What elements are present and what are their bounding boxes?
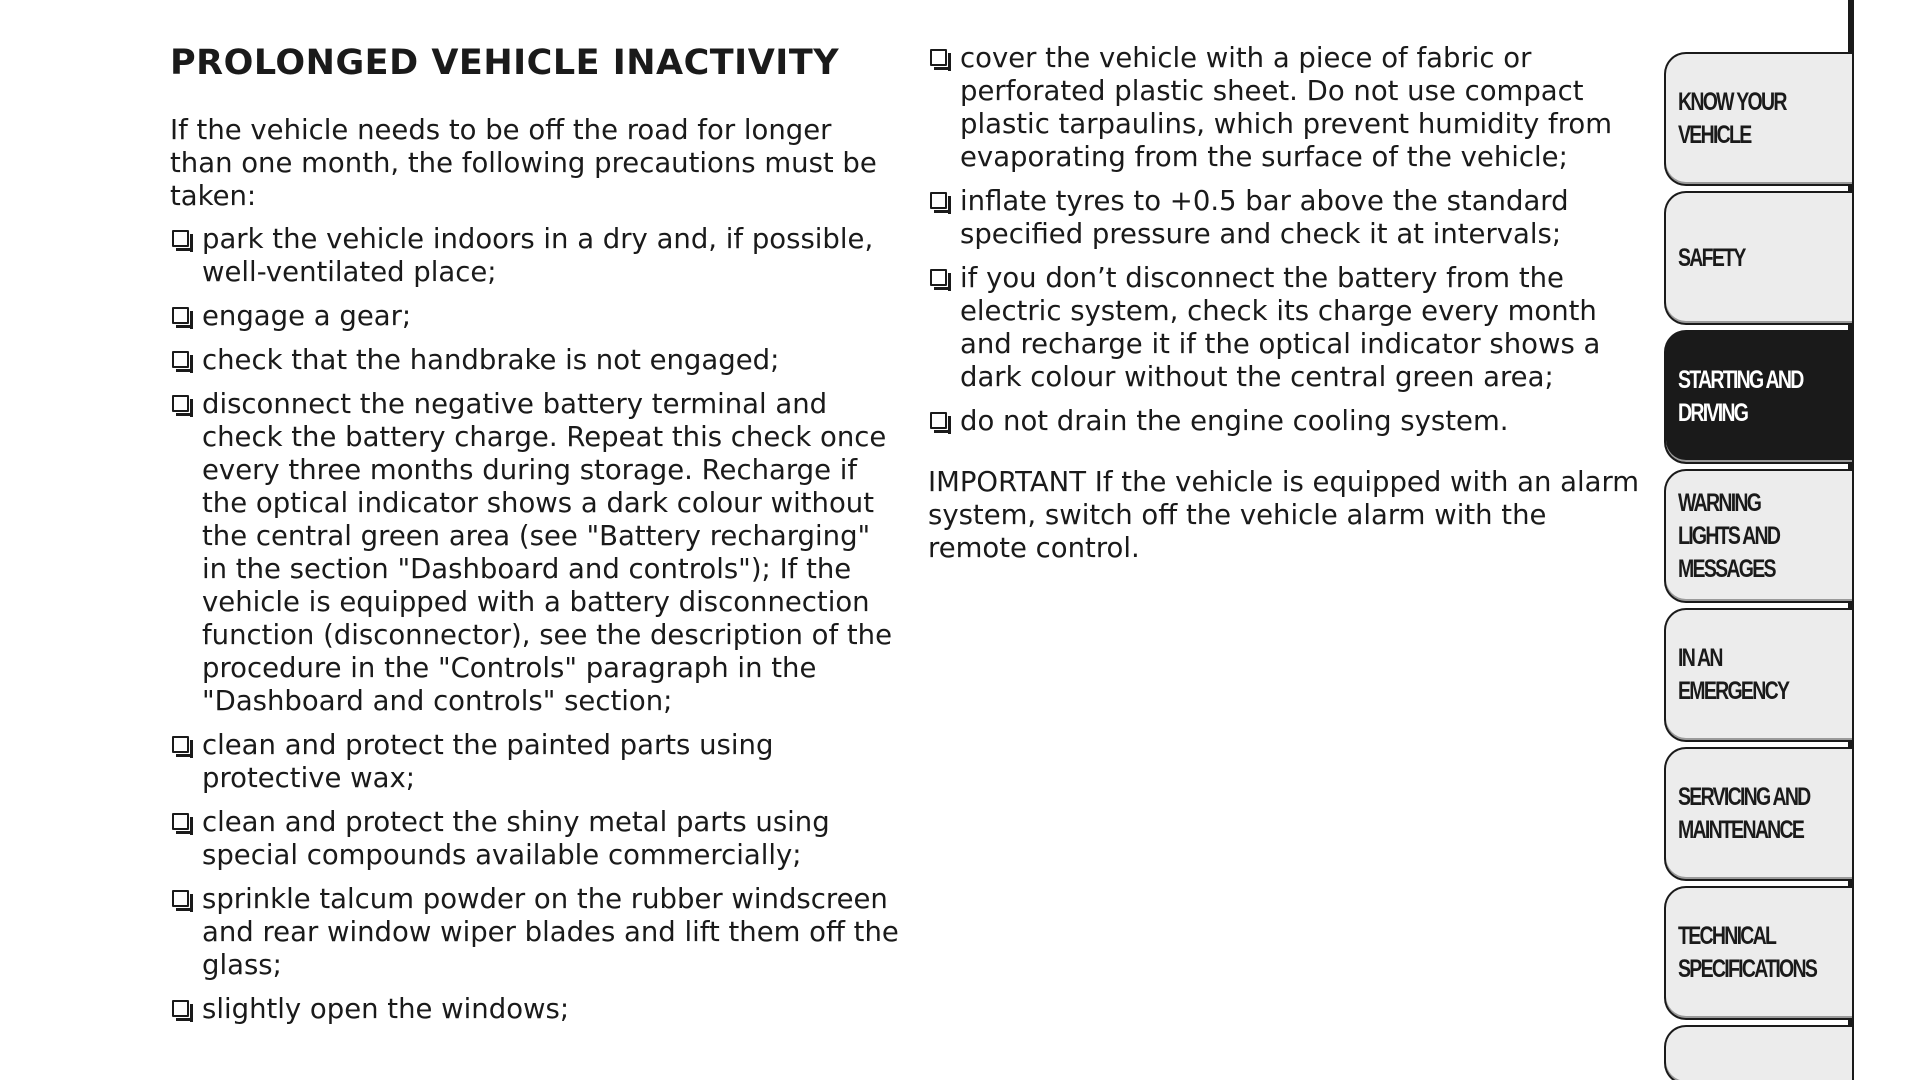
tab-label: WARNING LIGHTS AND MESSAGES: [1678, 488, 1780, 583]
section-title: PROLONGED VEHICLE INACTIVITY: [170, 43, 840, 83]
list-item: clean and protect the painted parts using protective wax;: [170, 729, 900, 795]
list-item: do not drain the engine cooling system.: [928, 405, 1648, 438]
list-item: if you don’t disconnect the battery from the electric system, check its charge every month and recharge it if the optical indicator shows a dark colour without the central green area;: [928, 262, 1648, 394]
checkbox-bullet-icon: [172, 351, 189, 368]
checkbox-bullet-icon: [172, 890, 189, 907]
tab-know-your-vehicle[interactable]: [1664, 52, 1852, 186]
tab-label: KNOW YOUR VEHICLE: [1678, 88, 1786, 149]
tab-label: SERVICING AND MAINTENANCE: [1678, 783, 1810, 844]
checkbox-bullet-icon: [930, 412, 947, 429]
list-item: cover the vehicle with a piece of fabric or perforated plastic sheet. Do not use compact plastic tarpaulins, which prevent humidity from evaporating from the surface of the vehicle;: [928, 42, 1648, 174]
right-precautions-list: [928, 42, 1648, 438]
checkbox-bullet-icon: [172, 395, 189, 412]
tab-label: TECHNICAL SPECIFICATIONS: [1678, 922, 1817, 983]
tab-next-partial[interactable]: [1664, 1025, 1852, 1080]
tab-starting-and-driving[interactable]: [1664, 330, 1852, 464]
tab-label: SAFETY: [1678, 243, 1745, 272]
tab-warning-lights-and-messages[interactable]: [1664, 469, 1852, 603]
tab-technical-specifications[interactable]: [1664, 886, 1852, 1020]
checkbox-bullet-icon: [172, 736, 189, 753]
tab-safety[interactable]: [1664, 191, 1852, 325]
tab-label: STARTING AND DRIVING: [1678, 366, 1803, 427]
checkbox-bullet-icon: [930, 192, 947, 209]
list-item: clean and protect the shiny metal parts using special compounds available commercially;: [170, 806, 900, 872]
checkbox-bullet-icon: [172, 813, 189, 830]
checkbox-bullet-icon: [172, 1000, 189, 1017]
checkbox-bullet-icon: [172, 230, 189, 247]
list-item: sprinkle talcum powder on the rubber windscreen and rear window wiper blades and lift them off the glass;: [170, 883, 900, 982]
checkbox-bullet-icon: [172, 307, 189, 324]
checkbox-bullet-icon: [930, 269, 947, 286]
important-note: IMPORTANT If the vehicle is equipped with an alarm system, switch off the vehicle alarm with the remote control.: [928, 466, 1640, 564]
list-item: park the vehicle indoors in a dry and, if possible, well-ventilated place;: [170, 223, 900, 289]
tab-in-an-emergency[interactable]: [1664, 608, 1852, 742]
list-item: disconnect the negative battery terminal and check the battery charge. Repeat this check once every three months during storage. Recharge if the optical indicator shows a dark colour without the central green area (see "Battery recharging" in the section "Dashboard and controls"); If the vehicle is equipped with a battery disconnection function (disconnector), see the description of the procedure in the "Controls" paragraph in the "Dashboard and controls" section;: [170, 388, 900, 718]
list-item: inflate tyres to +0.5 bar above the standard specified pressure and check it at intervals;: [928, 185, 1648, 251]
list-item: engage a gear;: [170, 300, 900, 333]
list-item: check that the handbrake is not engaged;: [170, 344, 900, 377]
left-column: [170, 38, 900, 1037]
intro-paragraph: If the vehicle needs to be off the road for longer than one month, the following precautions must be taken:: [170, 114, 877, 212]
tab-servicing-and-maintenance[interactable]: [1664, 747, 1852, 881]
tab-label: IN AN EMERGENCY: [1678, 644, 1789, 705]
checkbox-bullet-icon: [930, 49, 947, 66]
list-item: slightly open the windows;: [170, 993, 900, 1026]
left-precautions-list: [170, 223, 900, 1026]
right-column: [928, 42, 1648, 575]
